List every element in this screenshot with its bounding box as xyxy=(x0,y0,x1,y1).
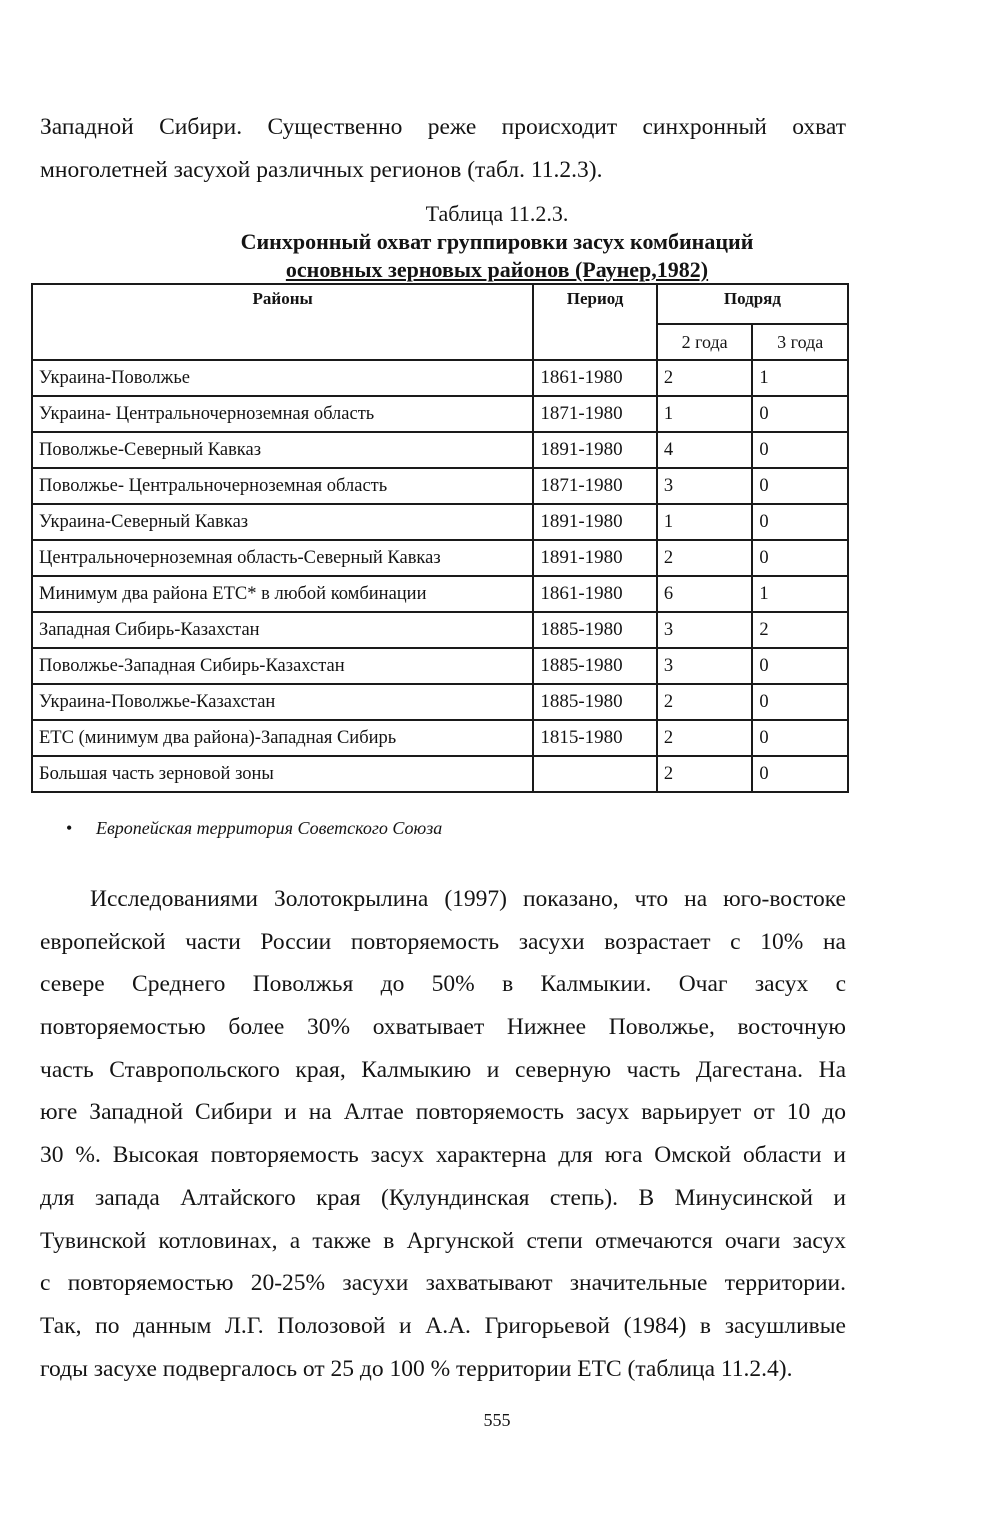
paragraph-line: севере Среднего Поволжья до 50% в Калмыкии. Очаг засух с xyxy=(40,971,846,998)
period-cell xyxy=(533,756,657,792)
table-row xyxy=(32,720,848,756)
three-years-cell: 0 xyxy=(752,468,848,504)
header-period: Период xyxy=(533,284,657,360)
intro-line-2: многолетней засухой различных регионов (табл. 11.2.3). xyxy=(40,157,603,183)
table-title-line-2 xyxy=(0,257,994,283)
intro-line-1: Западной Сибири. Существенно реже происходит синхронный охват xyxy=(40,114,846,140)
table-body xyxy=(32,360,848,792)
paragraph-line: для запада Алтайского края (Кулундинская степь). В Минусинской и xyxy=(40,1184,846,1211)
paragraph-line: годы засухе подвергалось от 25 до 100 % территории ЕТС (таблица 11.2.4). xyxy=(40,1355,793,1382)
three-years-cell: 0 xyxy=(752,540,848,576)
region-cell: ЕТС (минимум два района)-Западная Сибирь xyxy=(32,720,533,756)
two-years-cell: 4 xyxy=(657,432,753,468)
table-row xyxy=(32,684,848,720)
table-row xyxy=(32,396,848,432)
two-years-cell: 3 xyxy=(657,468,753,504)
table-row xyxy=(32,648,848,684)
table-label: Таблица 11.2.3. xyxy=(425,201,569,226)
table-row xyxy=(32,756,848,792)
two-years-cell: 3 xyxy=(657,648,753,684)
period-cell: 1871-1980 xyxy=(533,396,657,432)
table-row xyxy=(32,576,848,612)
header-region: Районы xyxy=(32,284,533,360)
region-cell: Поволжье- Центральночерноземная область xyxy=(32,468,533,504)
three-years-cell: 1 xyxy=(752,576,848,612)
three-years-cell: 0 xyxy=(752,684,848,720)
three-years-cell: 0 xyxy=(752,648,848,684)
three-years-cell: 0 xyxy=(752,720,848,756)
region-cell: Большая часть зерновой зоны xyxy=(32,756,533,792)
period-cell: 1891-1980 xyxy=(533,540,657,576)
table-title-line-1: Синхронный охват группировки засух комбинаций xyxy=(240,229,754,254)
paragraph-line: Тувинской котловинах, а также в Аргунской степи отмечаются очаги засух xyxy=(40,1227,846,1254)
paragraph-line: часть Ставропольского края, Калмыкию и северную часть Дагестана. На xyxy=(40,1056,846,1083)
region-cell: Украина-Поволжье xyxy=(32,360,533,396)
region-cell: Украина-Северный Кавказ xyxy=(32,504,533,540)
period-cell: 1861-1980 xyxy=(533,360,657,396)
region-cell: Поволжье-Западная Сибирь-Казахстан xyxy=(32,648,533,684)
paragraph-line: Исследованиями Золотокрылина (1997) показано, что на юго-востоке xyxy=(90,886,846,912)
period-cell: 1885-1980 xyxy=(533,648,657,684)
period-cell: 1861-1980 xyxy=(533,576,657,612)
paragraph-line: Так, по данным Л.Г. Полозовой и А.А. Григорьевой (1984) в засушливые xyxy=(40,1312,846,1339)
paragraph-line: повторяемостью более 30% охватывает Нижнее Поволжье, восточную xyxy=(40,1014,846,1041)
paragraph-line: 30 %. Высокая повторяемость засух характерна для юга Омской области и xyxy=(40,1142,846,1169)
paragraph-line: европейской части России повторяемость засухи возрастает с 10% на xyxy=(40,928,846,955)
paragraph-line: юге Западной Сибири и на Алтае повторяемость засух варьирует от 10 до xyxy=(40,1099,846,1126)
two-years-cell: 2 xyxy=(657,756,753,792)
region-cell: Украина-Поволжье-Казахстан xyxy=(32,684,533,720)
region-cell: Украина- Центральночерноземная область xyxy=(32,396,533,432)
header-consecutive: Подряд xyxy=(657,284,848,324)
period-cell: 1815-1980 xyxy=(533,720,657,756)
region-cell: Поволжье-Северный Кавказ xyxy=(32,432,533,468)
table-row xyxy=(32,612,848,648)
region-cell: Минимум два района ЕТС* в любой комбинации xyxy=(32,576,533,612)
two-years-cell: 1 xyxy=(657,504,753,540)
two-years-cell: 2 xyxy=(657,540,753,576)
body-paragraph xyxy=(40,885,846,1397)
three-years-cell: 0 xyxy=(752,432,848,468)
two-years-cell: 2 xyxy=(657,684,753,720)
paragraph-line: с повторяемостью 20-25% засухи захватывают значительные территории. xyxy=(40,1270,846,1297)
period-cell: 1871-1980 xyxy=(533,468,657,504)
table-row xyxy=(32,468,848,504)
two-years-cell: 2 xyxy=(657,720,753,756)
drought-table xyxy=(31,283,849,793)
table-row xyxy=(32,432,848,468)
three-years-cell: 0 xyxy=(752,396,848,432)
period-cell: 1885-1980 xyxy=(533,684,657,720)
region-cell: Западная Сибирь-Казахстан xyxy=(32,612,533,648)
table-row xyxy=(32,360,848,396)
table-row xyxy=(32,540,848,576)
period-cell: 1885-1980 xyxy=(533,612,657,648)
two-years-cell: 1 xyxy=(657,396,753,432)
table-row xyxy=(32,504,848,540)
footnote-bullet: • xyxy=(66,818,73,838)
table-header-row xyxy=(32,284,848,324)
header-two-years: 2 года xyxy=(657,324,753,360)
three-years-cell: 0 xyxy=(752,756,848,792)
two-years-cell: 2 xyxy=(657,360,753,396)
table-footnote xyxy=(66,818,442,839)
three-years-cell: 2 xyxy=(752,612,848,648)
three-years-cell: 1 xyxy=(752,360,848,396)
table-title-line-2-text: основных зерновых районов (Раунер,1982) xyxy=(285,257,709,282)
page-number: 555 xyxy=(483,1410,511,1430)
period-cell: 1891-1980 xyxy=(533,504,657,540)
header-three-years: 3 года xyxy=(752,324,848,360)
two-years-cell: 6 xyxy=(657,576,753,612)
two-years-cell: 3 xyxy=(657,612,753,648)
region-cell: Центральночерноземная область-Северный Кавказ xyxy=(32,540,533,576)
three-years-cell: 0 xyxy=(752,504,848,540)
period-cell: 1891-1980 xyxy=(533,432,657,468)
footnote-text: Европейская территория Советского Союза xyxy=(96,818,443,838)
